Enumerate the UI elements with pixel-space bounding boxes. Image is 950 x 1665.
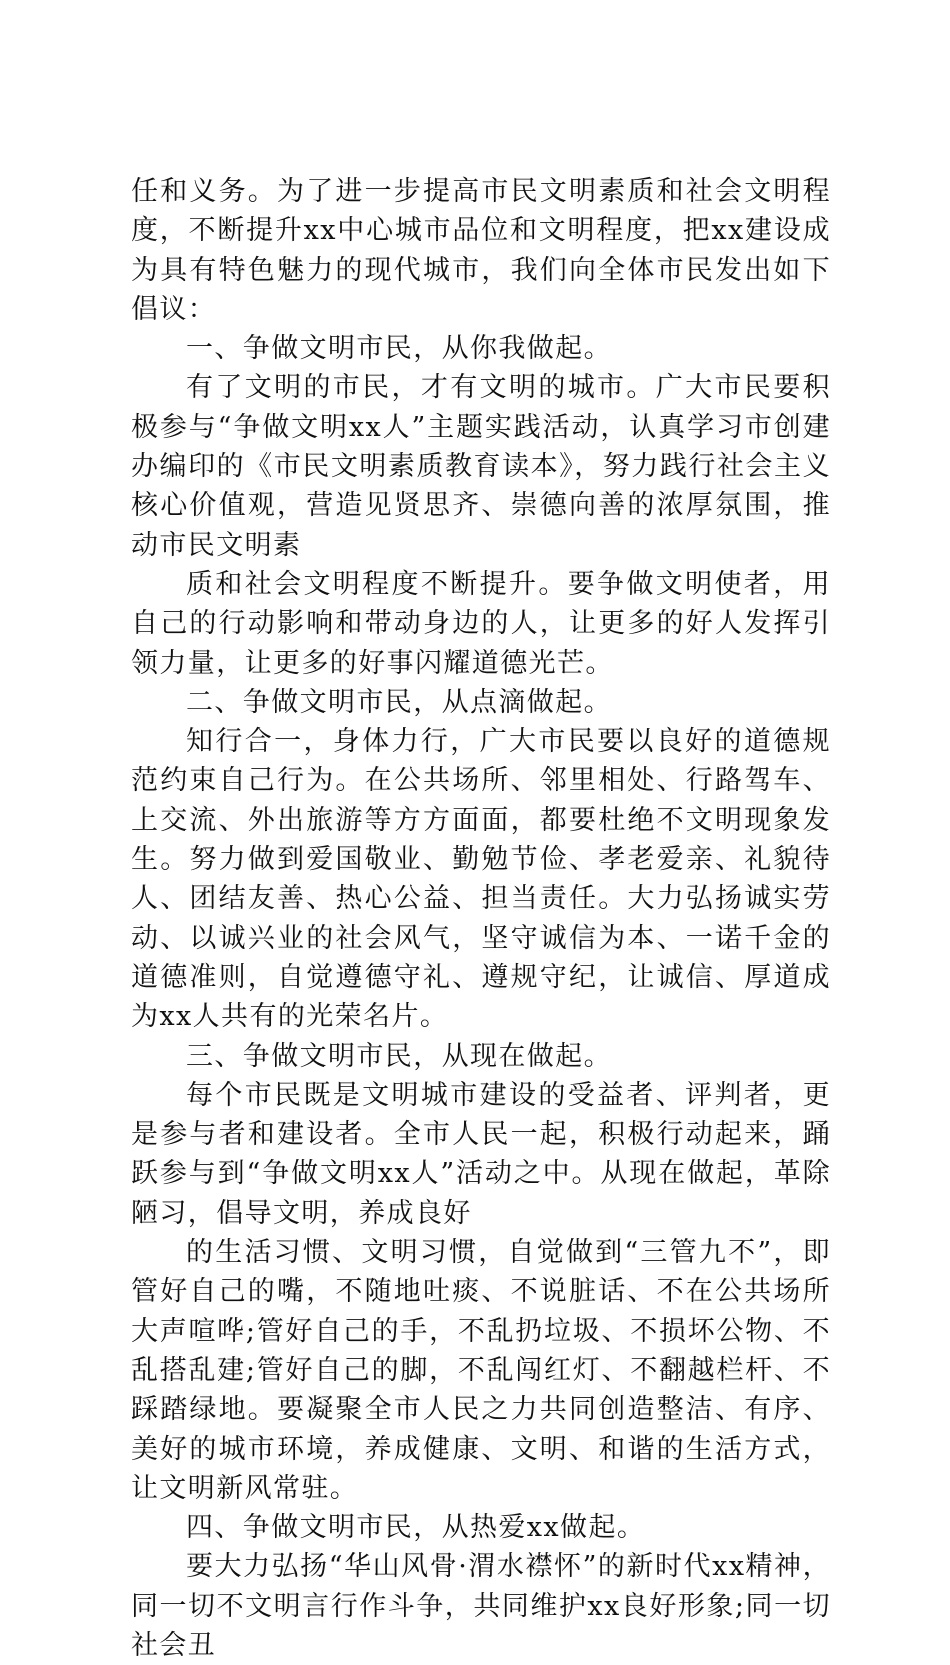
paragraph-intro: 任和义务。为了进一步提高市民文明素质和社会文明程度，不断提升xx中心城市品位和文明程度，把xx建设成为具有特色魅力的现代城市，我们向全体市民发出如下倡议： xyxy=(131,176,831,325)
heading-section-4: 四、争做文明市民，从热爱xx做起。 xyxy=(186,1512,646,1544)
document-body xyxy=(131,172,831,1665)
heading-section-1: 一、争做文明市民，从你我做起。 xyxy=(186,333,612,365)
paragraph-section-4: 要大力弘扬“华山风骨·渭水襟怀”的新时代xx精神，同一切不文明言行作斗争，共同维护xx良好形象;同一切社会丑 xyxy=(131,1551,831,1661)
paragraph-section-2: 知行合一，身体力行，广大市民要以良好的道德规范约束自己行为。在公共场所、邻里相处、行路驾车、上交流、外出旅游等方方面面，都要杜绝不文明现象发生。努力做到爱国敬业、勤勉节俭、孝老爱亲、礼貌待人、团结友善、热心公益、担当责任。大力弘扬诚实劳动、以诚兴业的社会风气，坚守诚信为本、一诺千金的道德准则，自觉遵德守礼、遵规守纪，让诚信、厚道成为xx人共有的光荣名片。 xyxy=(131,726,831,1033)
heading-section-3: 三、争做文明市民，从现在做起。 xyxy=(186,1040,612,1072)
heading-section-2: 二、争做文明市民，从点滴做起。 xyxy=(186,686,612,718)
paragraph-section-1a: 有了文明的市民，才有文明的城市。广大市民要积极参与“争做文明xx人”主题实践活动，认真学习市创建办编印的《市民文明素质教育读本》，努力践行社会主义核心价值观，营造见贤思齐、崇德向善的浓厚氛围，推动市民文明素 xyxy=(131,372,831,561)
paragraph-section-1b: 质和社会文明程度不断提升。要争做文明使者，用自己的行动影响和带动身边的人，让更多的好人发挥引领力量，让更多的好事闪耀道德光芒。 xyxy=(131,568,831,679)
paragraph-section-3a: 每个市民既是文明城市建设的受益者、评判者，更是参与者和建设者。全市人民一起，积极行动起来，踊跃参与到“争做文明xx人”活动之中。从现在做起，革除陋习，倡导文明，养成良好 xyxy=(131,1079,831,1229)
paragraph-section-3b: 的生活习惯、文明习惯，自觉做到“三管九不”，即管好自己的嘴，不随地吐痰、不说脏话、不在公共场所大声喧哗;管好自己的手，不乱扔垃圾、不损坏公物、不乱搭乱建;管好自己的脚，不乱闯红灯、不翻越栏杆、不踩踏绿地。要凝聚全市人民之力共同创造整洁、有序、美好的城市环境，养成健康、文明、和谐的生活方式，让文明新风常驻。 xyxy=(131,1237,831,1504)
